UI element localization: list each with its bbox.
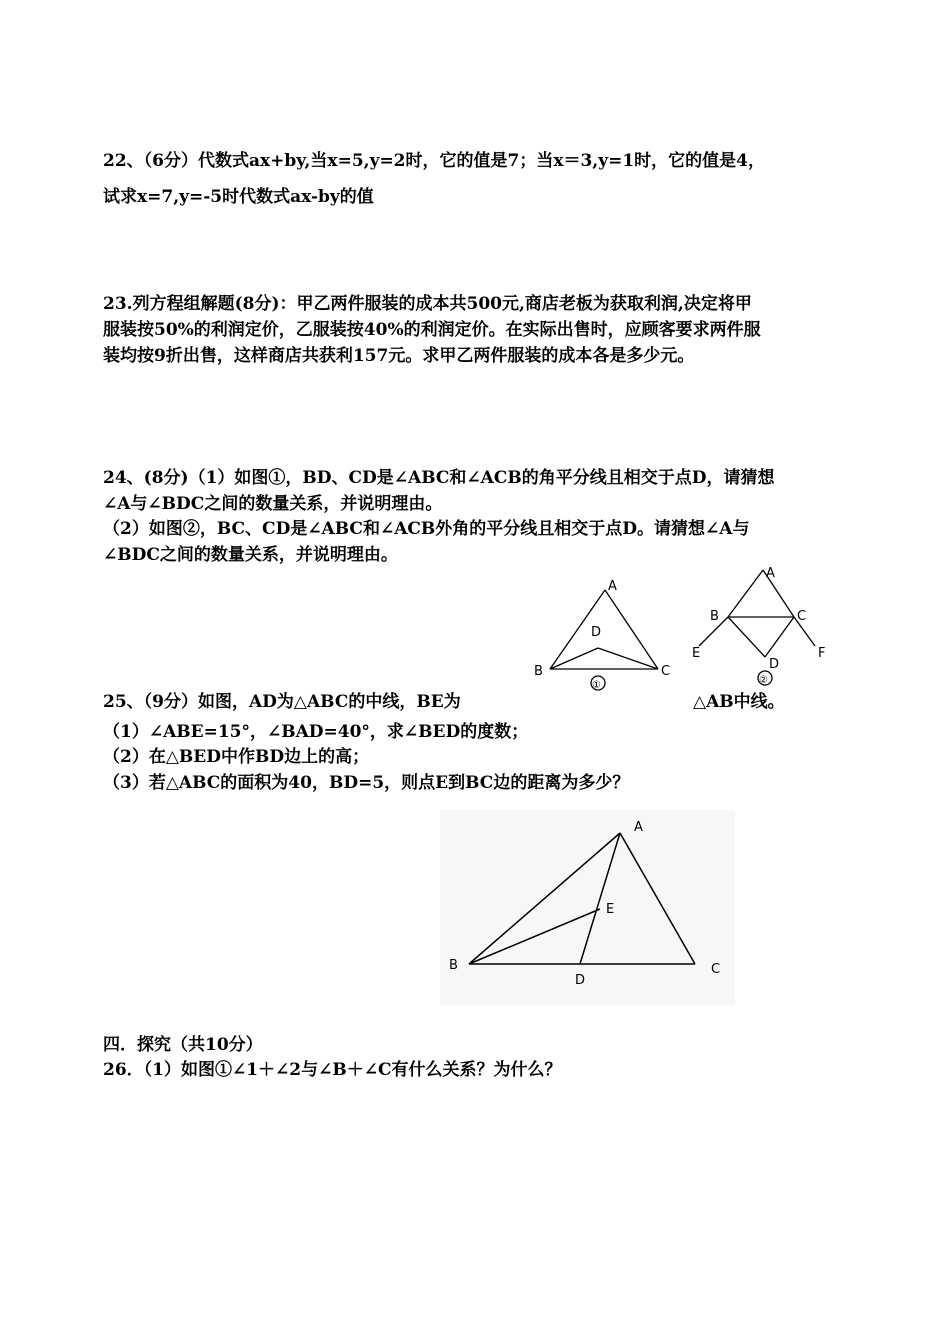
q24-line1: 24、(8分)（1）如图①，BD、CD是∠ABC和∠ACB的角平分线且相交于点D，请猜想 (103, 468, 775, 488)
fig3-label-d: D (575, 973, 586, 988)
figure-1-triangle (528, 570, 678, 695)
q23-line1: 23.列方程组解题(8分)：甲乙两件服装的成本共500元,商店老板为获取利润,决定将甲 (103, 294, 752, 314)
q24-line3: （2）如图②，BC、CD是∠ABC和∠ACB外角的平分线且相交于点D。请猜想∠A与 (103, 519, 750, 539)
fig2-label-c: C (797, 609, 807, 624)
q24-line2: ∠A与∠BDC之间的数量关系，并说明理由。 (103, 494, 443, 514)
fig2-side-ab (728, 570, 763, 617)
fig2-bisector-bd (728, 617, 765, 657)
figure-3-triangle (440, 810, 735, 1005)
fig2-label-e: E (692, 646, 701, 661)
fig1-side-ac (605, 590, 658, 669)
q25-sub1: （1）∠ABE=15°，∠BAD=40°，求∠BED的度数； (103, 722, 529, 742)
fig1-caption: ① (592, 680, 601, 691)
fig2-bisector-cd (765, 617, 794, 657)
q25-line1-left: 25、（9分）如图，AD为△ABC的中线，BE为 (103, 692, 461, 712)
q24-line4: ∠BDC之间的数量关系，并说明理由。 (103, 545, 398, 565)
fig1-label-c: C (661, 664, 671, 679)
q22-line2: 试求x=7,y=-5时代数式ax-by的值 (103, 187, 374, 207)
q25-line1-right: △AB中线。 (693, 692, 785, 712)
q25-sub3: （3）若△ABC的面积为40，BD=5，则点E到BC边的距离为多少？ (103, 773, 630, 793)
fig1-bisector-cd (598, 648, 658, 669)
q22-line1: 22、（6分）代数式ax+by,当x=5,y=2时，它的值是7；当x＝3,y=1时，它的值是4， (103, 151, 766, 171)
fig1-label-b: B (534, 664, 543, 679)
q23-line2: 服装按50%的利润定价，乙服装按40%的利润定价。在实际出售时，应顾客要求两件服 (103, 320, 761, 340)
fig1-label-a: A (608, 579, 617, 594)
fig1-label-d: D (591, 625, 602, 640)
q26-line1: 26．（1）如图①∠1＋∠2与∠B＋∠C有什么关系？为什么？ (103, 1060, 562, 1080)
q25-sub2: （2）在△BED中作BD边上的高； (103, 747, 370, 767)
figure-2-triangle (685, 560, 840, 690)
fig3-label-a: A (634, 820, 643, 835)
fig3-label-e: E (606, 902, 615, 917)
q23-line3: 装均按9折出售，这样商店共获利157元。求甲乙两件服装的成本各是多少元。 (103, 346, 695, 366)
fig2-caption: ② (759, 675, 768, 686)
fig3-background (440, 810, 735, 1005)
fig3-label-c: C (711, 962, 721, 977)
fig2-label-f: F (818, 646, 826, 661)
fig2-label-a: A (766, 566, 775, 581)
section4-title: 四．探究（共10分） (103, 1035, 263, 1055)
fig2-label-d: D (769, 657, 780, 672)
fig2-label-b: B (710, 609, 719, 624)
fig3-label-b: B (449, 958, 458, 973)
